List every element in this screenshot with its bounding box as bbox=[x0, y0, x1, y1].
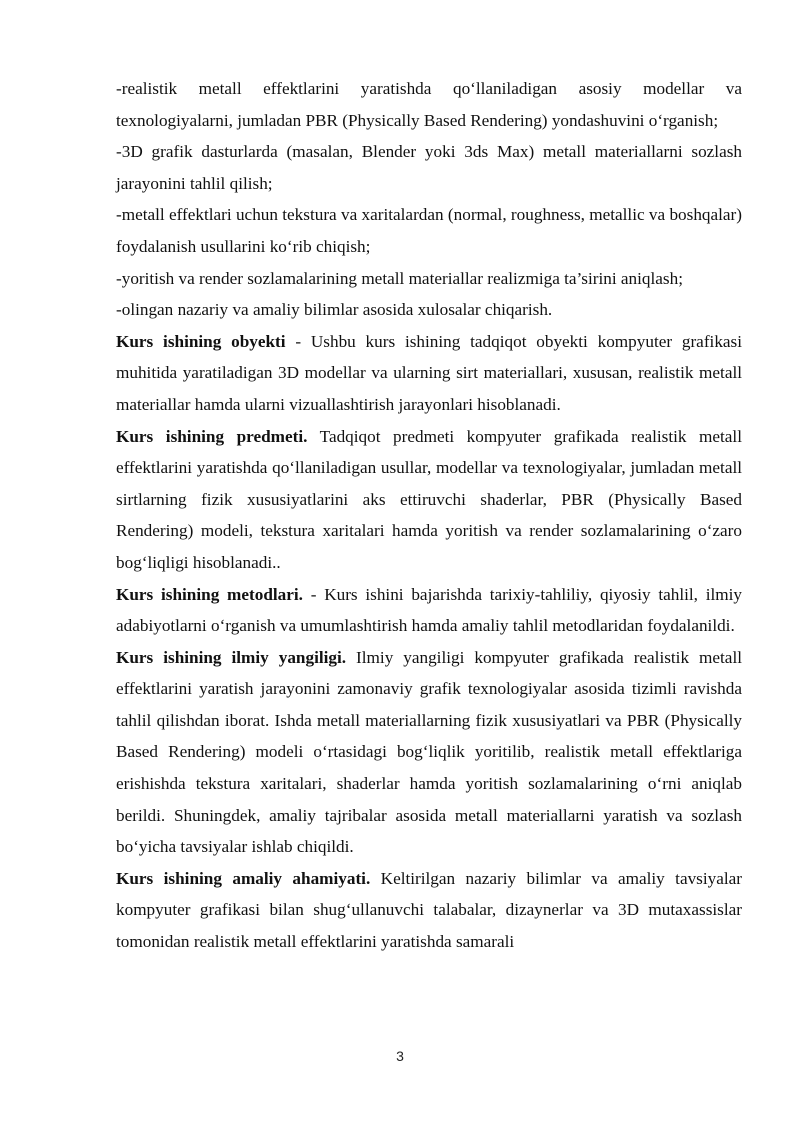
objective-item-3-text: -metall effektlari uchun tekstura va xaritalardan (normal, roughness, metallic va boshqalar) foydalanish usullarini ko‘rib chiqish; bbox=[116, 205, 742, 256]
page-number: 3 bbox=[396, 1048, 404, 1064]
page-body bbox=[116, 73, 742, 958]
methods-text: - Kurs ishini bajarishda tarixiy-tahliliy, qiyosiy tahlil, ilmiy adabiyotlarni o‘rganish va umumlashtirish hamda amaliy tahlil metodlaridan foydalanildi. bbox=[116, 584, 742, 636]
subject-paragraph bbox=[116, 421, 742, 579]
practical-significance-text: Keltirilgan nazariy bilimlar va amaliy tavsiyalar kompyuter grafikasi bilan shug‘ullanuvchi talabalar, dizaynerlar va 3D mutaxassislar tomonidan realistik metall effektlarini yaratishda samarali bbox=[116, 868, 742, 952]
object-text: - Ushbu kurs ishining tadqiqot obyekti kompyuter grafikasi muhitida yaratiladigan 3D modellar va ularning sirt materiallari, xususan, realistik metall materiallar hamda ularni vizuallashtirish jarayonlari hisoblanadi. bbox=[116, 331, 742, 414]
subject-heading: Kurs ishining predmeti. bbox=[116, 426, 308, 446]
objective-item-5 bbox=[116, 294, 742, 326]
objective-item-4-text: -yoritish va render sozlamalarining metall materiallar realizmiga ta’sirini aniqlash; bbox=[116, 268, 683, 288]
objective-item-1 bbox=[116, 73, 742, 136]
object-paragraph bbox=[116, 326, 742, 421]
novelty-text: Ilmiy yangiligi kompyuter grafikada realistik metall effektlarini yaratish jarayonini zamonaviy grafik texnologiyalar asosida tizimli ravishda tahlil qilishdan iborat. Ishda metall materiallarning fizik xususiyatlari va PBR (Physically Based Rendering) modeli o‘rtasidagi bog‘liqlik yoritilib, realistik metall effektlariga erishishda tekstura xaritalari, shaderlar hamda yoritish sozlamalarining o‘rni aniqlab berildi. Shuningdek, amaliy tajribalar asosida metall materiallarni yaratish va sozlash bo‘yicha tavsiyalar ishlab chiqildi. bbox=[116, 647, 742, 857]
novelty-heading: Kurs ishining ilmiy yangiligi. bbox=[116, 647, 347, 667]
methods-heading: Kurs ishining metodlari. bbox=[116, 584, 303, 604]
objective-item-5-text: -olingan nazariy va amaliy bilimlar asosida xulosalar chiqarish. bbox=[116, 300, 553, 320]
objective-item-3 bbox=[116, 199, 742, 262]
novelty-paragraph bbox=[116, 642, 742, 863]
methods-paragraph bbox=[116, 579, 742, 642]
practical-significance-paragraph bbox=[116, 863, 742, 958]
subject-text: Tadqiqot predmeti kompyuter grafikada realistik metall effektlarini yaratishda qo‘llaniladigan usullar, modellar va texnologiyalar, jumladan metall sirtlarning fizik xususiyatlarini aks ettiruvchi shaderlar, PBR (Physically Based Rendering) modeli, tekstura xaritalari hamda yoritish va render sozlamalarining o‘zaro bog‘liqligi hisoblanadi.. bbox=[116, 426, 742, 572]
objective-item-2 bbox=[116, 136, 742, 199]
objective-item-4 bbox=[116, 263, 742, 295]
objective-item-2-text: -3D grafik dasturlarda (masalan, Blender yoki 3ds Max) metall materiallarni sozlash jarayonini tahlil qilish; bbox=[116, 142, 742, 193]
practical-significance-heading: Kurs ishining amaliy ahamiyati. bbox=[116, 868, 371, 888]
object-heading: Kurs ishining obyekti bbox=[116, 331, 286, 351]
objective-item-1-text: -realistik metall effektlarini yaratishda qo‘llaniladigan asosiy modellar va texnologiyalarni, jumladan PBR (Physically Based Rendering) yondashuvini o‘rganish; bbox=[116, 79, 742, 130]
